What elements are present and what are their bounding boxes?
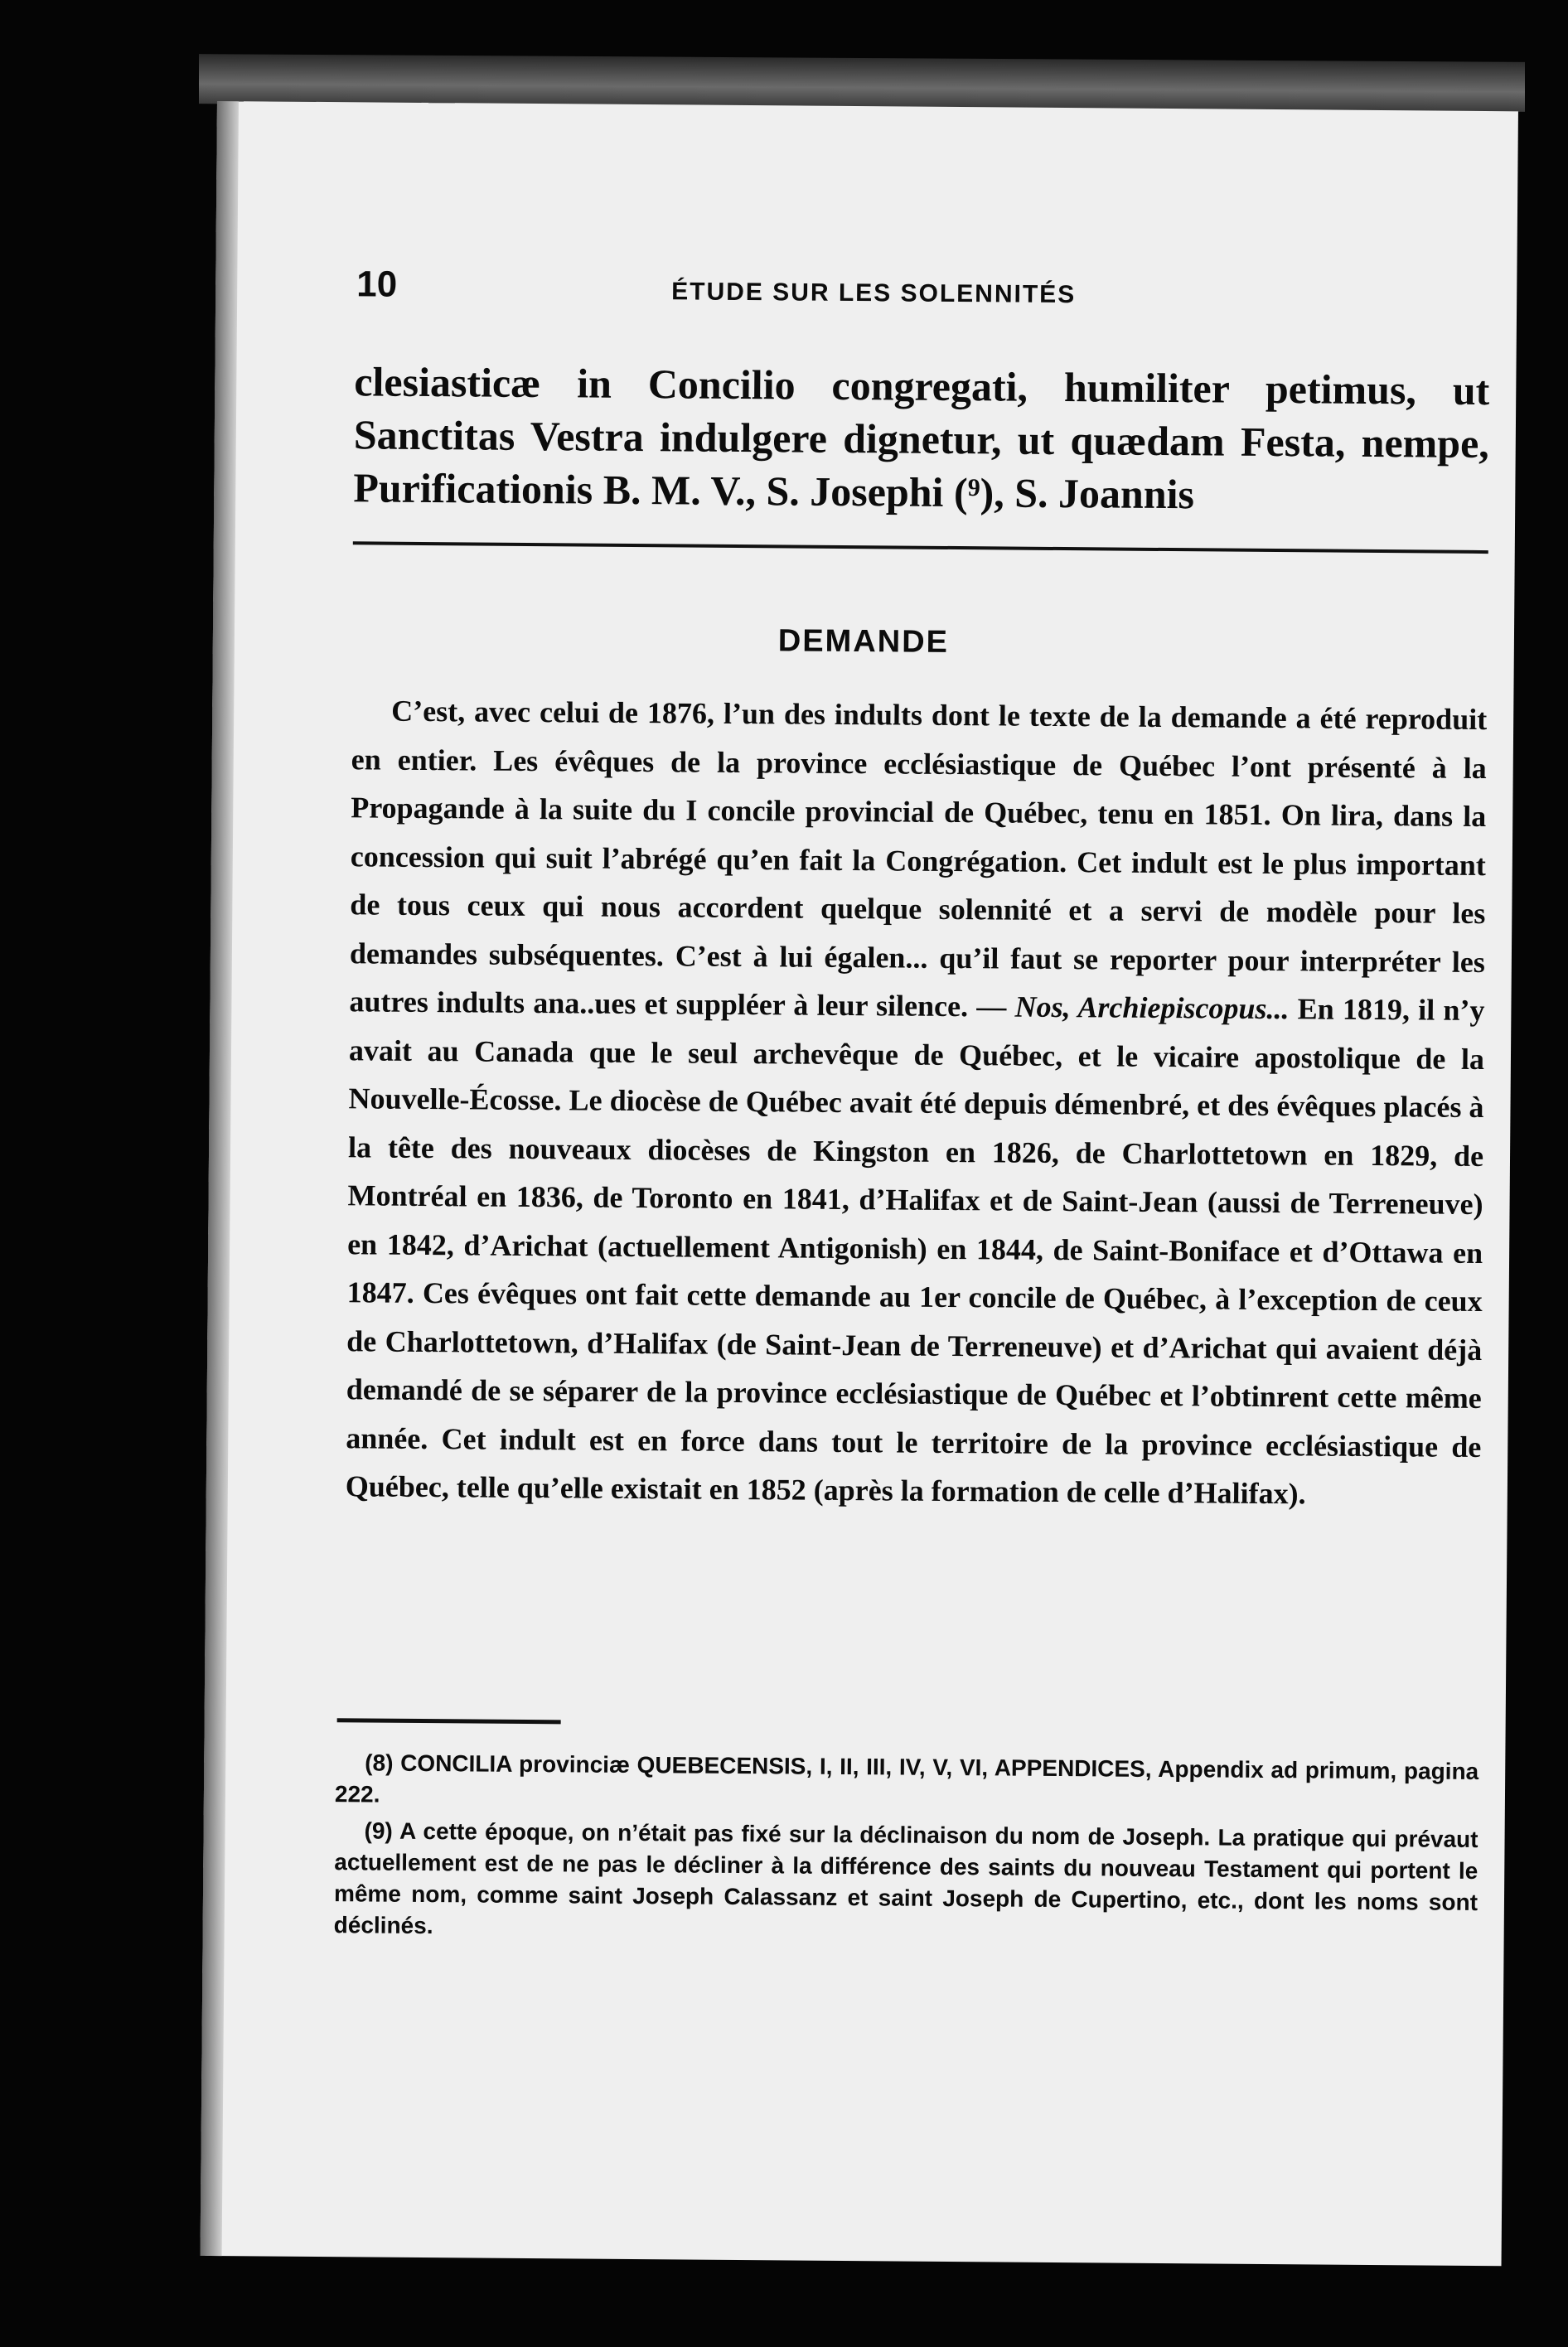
book-page	[201, 101, 1518, 2266]
footnote-9: (9) A cette époque, on n’était pas fixé sur la déclinaison du nom de Joseph. La pratique qui prévaut actuellement est de ne pas le décliner à la différence des saints du nouveau Testament qui portent le même nom, comme saint Joseph Calassanz et saint Joseph de Cupertino, etc., dont les noms sont déclinés.	[333, 1817, 1478, 1939]
running-head	[356, 264, 1450, 322]
main-paragraph	[346, 686, 1488, 1519]
paragraph-part-2: En 1819, il n’y avait au Canada que le seul archevêque de Québec, et le vicaire apostolique de la Nouvelle-Écosse. Le diocèse de Québec avait été depuis démenbré, et des évêques placés à la tête des nouveaux diocèses de Kingston en 1826, de Charlottetown en 1829, de Montréal en 1836, de Toronto en 1841, d’Halifax et de Saint-Jean (aussi de Terreneuve) en 1842, d’Arichat (actuellement Antigonish) en 1844, de Saint-Boniface et d’Ottawa en 1847. Ces évêques ont fait cette demande au 1er concile de Québec, à l’exception de ceux de Charlottetown, d’Halifax (de Saint-Jean de Terreneuve) et d’Arichat qui avaient déjà demandé de se séparer de la province ecclésiastique de Québec et l’obtinrent cette même année. Cet indult est en force dans tout le territoire de la province ecclésiastique de Québec, telle qu’elle existait en 1852 (après la formation de celle d’Halifax).	[345, 992, 1485, 1511]
italic-citation: Nos, Archiepiscopus...	[1014, 990, 1290, 1026]
footnote-8: (8) CONCILIA provinciæ QUEBECENSIS, I, II, III, IV, V, VI, APPENDICES, Appendix ad primum, pagina 222.	[334, 1749, 1479, 1807]
continuation-paragraph: clesiasticæ in Concilio congregati, humiliter petimus, ut Sanctitas Vestra indulgere dignetur, ut quædam Festa, nempe, Purificationis B. M. V., S. Josephi (⁹), S. Joannis	[353, 358, 1490, 518]
running-title: ÉTUDE SUR LES SOLENNITÉS	[671, 278, 1077, 309]
footnote-rule	[337, 1718, 561, 1724]
main-paragraph-text	[346, 686, 1488, 1519]
footnotes	[334, 1747, 1479, 1955]
paragraph-part-1: C’est, avec celui de 1876, l’un des indults dont le texte de la demande a été reproduit en entier. Les évêques de la province ecclésiastique de Québec l’ont présenté à la Propagande à la suite du I concile provincial de Québec, tenu en 1851. On lira, dans la concession qui suit l’abrégé qu’en fait la Congrégation. Cet indult est le plus important de tous ceux qui nous accordent quelque solennité et a servi de modèle pour les demandes subséquentes. C’est à lui égalen... qu’il faut se reporter pour interpréter les autres indults ana..ues et suppléer à leur silence. —	[349, 694, 1488, 1023]
continuation-text	[353, 355, 1489, 523]
section-divider-rule	[353, 541, 1488, 554]
section-heading: DEMANDE	[777, 623, 950, 660]
page-number: 10	[356, 264, 398, 305]
